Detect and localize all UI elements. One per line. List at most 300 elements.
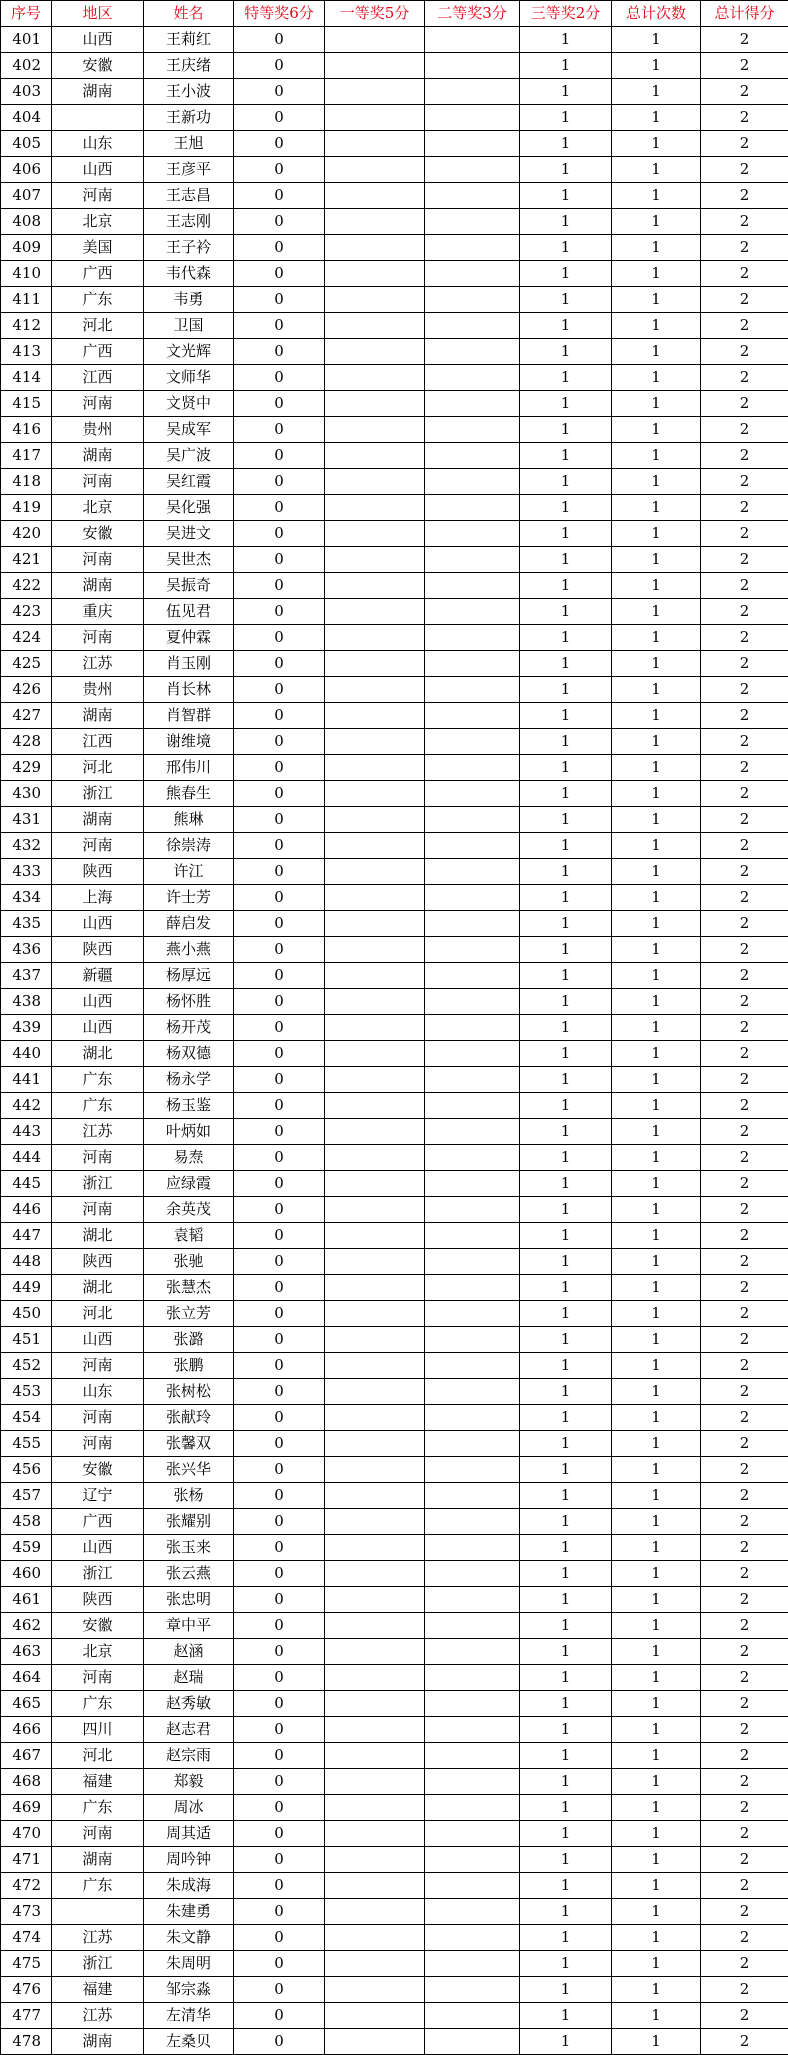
- index-cell: 425: [1, 651, 52, 677]
- third-prize-cell: 1: [520, 885, 612, 911]
- index-cell: 445: [1, 1171, 52, 1197]
- header-total-score: 总计得分: [701, 1, 788, 27]
- third-prize-cell: 1: [520, 235, 612, 261]
- region-cell: 北京: [52, 1639, 144, 1665]
- table-row: [1, 1041, 788, 1067]
- second-prize-cell: [425, 1145, 520, 1171]
- special-prize-cell: 0: [234, 417, 325, 443]
- table-row: [1, 677, 788, 703]
- region-cell: 陕西: [52, 1249, 144, 1275]
- table-row: [1, 235, 788, 261]
- total-count-cell: 1: [612, 1119, 701, 1145]
- first-prize-cell: [325, 1613, 425, 1639]
- name-cell: 杨开茂: [144, 1015, 234, 1041]
- name-cell: 袁韬: [144, 1223, 234, 1249]
- first-prize-cell: [325, 1145, 425, 1171]
- third-prize-cell: 1: [520, 677, 612, 703]
- region-cell: 山东: [52, 1379, 144, 1405]
- special-prize-cell: 0: [234, 989, 325, 1015]
- first-prize-cell: [325, 651, 425, 677]
- region-cell: 广东: [52, 1795, 144, 1821]
- region-cell: 湖南: [52, 2029, 144, 2055]
- total-count-cell: 1: [612, 1327, 701, 1353]
- total-count-cell: 1: [612, 183, 701, 209]
- first-prize-cell: [325, 2003, 425, 2029]
- second-prize-cell: [425, 1769, 520, 1795]
- third-prize-cell: 1: [520, 183, 612, 209]
- table-row: [1, 313, 788, 339]
- total-score-cell: 2: [701, 1587, 788, 1613]
- total-score-cell: 2: [701, 703, 788, 729]
- first-prize-cell: [325, 261, 425, 287]
- total-count-cell: 1: [612, 937, 701, 963]
- total-score-cell: 2: [701, 1405, 788, 1431]
- second-prize-cell: [425, 1119, 520, 1145]
- index-cell: 459: [1, 1535, 52, 1561]
- third-prize-cell: 1: [520, 1743, 612, 1769]
- special-prize-cell: 0: [234, 599, 325, 625]
- table-row: [1, 183, 788, 209]
- total-score-cell: 2: [701, 755, 788, 781]
- table-row: [1, 703, 788, 729]
- total-score-cell: 2: [701, 183, 788, 209]
- total-count-cell: 1: [612, 313, 701, 339]
- name-cell: 赵秀敏: [144, 1691, 234, 1717]
- total-score-cell: 2: [701, 1847, 788, 1873]
- first-prize-cell: [325, 937, 425, 963]
- third-prize-cell: 1: [520, 1587, 612, 1613]
- name-cell: 徐崇涛: [144, 833, 234, 859]
- second-prize-cell: [425, 417, 520, 443]
- total-count-cell: 1: [612, 1743, 701, 1769]
- name-cell: 吴化强: [144, 495, 234, 521]
- name-cell: 燕小燕: [144, 937, 234, 963]
- total-count-cell: 1: [612, 1925, 701, 1951]
- name-cell: 吴广波: [144, 443, 234, 469]
- name-cell: 郑毅: [144, 1769, 234, 1795]
- total-score-cell: 2: [701, 1353, 788, 1379]
- special-prize-cell: 0: [234, 1093, 325, 1119]
- total-score-cell: 2: [701, 1509, 788, 1535]
- first-prize-cell: [325, 1093, 425, 1119]
- third-prize-cell: 1: [520, 2003, 612, 2029]
- table-row: [1, 599, 788, 625]
- total-count-cell: 1: [612, 599, 701, 625]
- index-cell: 415: [1, 391, 52, 417]
- region-cell: 江苏: [52, 1925, 144, 1951]
- first-prize-cell: [325, 313, 425, 339]
- third-prize-cell: 1: [520, 1691, 612, 1717]
- index-cell: 460: [1, 1561, 52, 1587]
- first-prize-cell: [325, 1873, 425, 1899]
- name-cell: 张玉来: [144, 1535, 234, 1561]
- name-cell: 文师华: [144, 365, 234, 391]
- total-score-cell: 2: [701, 495, 788, 521]
- total-count-cell: 1: [612, 1821, 701, 1847]
- first-prize-cell: [325, 1639, 425, 1665]
- third-prize-cell: 1: [520, 1509, 612, 1535]
- second-prize-cell: [425, 1691, 520, 1717]
- table-row: [1, 391, 788, 417]
- total-count-cell: 1: [612, 235, 701, 261]
- name-cell: 肖长林: [144, 677, 234, 703]
- table-row: [1, 625, 788, 651]
- third-prize-cell: 1: [520, 313, 612, 339]
- total-score-cell: 2: [701, 807, 788, 833]
- table-row: [1, 417, 788, 443]
- special-prize-cell: 0: [234, 521, 325, 547]
- total-score-cell: 2: [701, 1951, 788, 1977]
- region-cell: 湖北: [52, 1041, 144, 1067]
- special-prize-cell: 0: [234, 1405, 325, 1431]
- first-prize-cell: [325, 755, 425, 781]
- second-prize-cell: [425, 833, 520, 859]
- special-prize-cell: 0: [234, 1613, 325, 1639]
- table-row: [1, 1431, 788, 1457]
- second-prize-cell: [425, 1899, 520, 1925]
- index-cell: 417: [1, 443, 52, 469]
- index-cell: 461: [1, 1587, 52, 1613]
- special-prize-cell: 0: [234, 157, 325, 183]
- third-prize-cell: 1: [520, 1353, 612, 1379]
- special-prize-cell: 0: [234, 1509, 325, 1535]
- index-cell: 439: [1, 1015, 52, 1041]
- total-count-cell: 1: [612, 79, 701, 105]
- name-cell: 赵涵: [144, 1639, 234, 1665]
- name-cell: 赵志君: [144, 1717, 234, 1743]
- third-prize-cell: 1: [520, 1067, 612, 1093]
- table-row: [1, 1145, 788, 1171]
- first-prize-cell: [325, 1353, 425, 1379]
- total-count-cell: 1: [612, 2029, 701, 2055]
- index-cell: 402: [1, 53, 52, 79]
- total-score-cell: 2: [701, 1665, 788, 1691]
- third-prize-cell: 1: [520, 495, 612, 521]
- second-prize-cell: [425, 1275, 520, 1301]
- first-prize-cell: [325, 1041, 425, 1067]
- table-row: [1, 1015, 788, 1041]
- index-cell: 453: [1, 1379, 52, 1405]
- table-row: [1, 1275, 788, 1301]
- first-prize-cell: [325, 833, 425, 859]
- special-prize-cell: 0: [234, 1691, 325, 1717]
- table-row: [1, 1483, 788, 1509]
- first-prize-cell: [325, 1743, 425, 1769]
- special-prize-cell: 0: [234, 937, 325, 963]
- total-count-cell: 1: [612, 703, 701, 729]
- total-count-cell: 1: [612, 547, 701, 573]
- total-count-cell: 1: [612, 209, 701, 235]
- table-row: [1, 1743, 788, 1769]
- first-prize-cell: [325, 1483, 425, 1509]
- first-prize-cell: [325, 1561, 425, 1587]
- total-count-cell: 1: [612, 1431, 701, 1457]
- total-count-cell: 1: [612, 807, 701, 833]
- second-prize-cell: [425, 625, 520, 651]
- special-prize-cell: 0: [234, 1171, 325, 1197]
- second-prize-cell: [425, 1249, 520, 1275]
- index-cell: 424: [1, 625, 52, 651]
- third-prize-cell: 1: [520, 261, 612, 287]
- name-cell: 张献玲: [144, 1405, 234, 1431]
- third-prize-cell: 1: [520, 1925, 612, 1951]
- total-score-cell: 2: [701, 287, 788, 313]
- index-cell: 406: [1, 157, 52, 183]
- total-score-cell: 2: [701, 2029, 788, 2055]
- index-cell: 466: [1, 1717, 52, 1743]
- third-prize-cell: 1: [520, 209, 612, 235]
- first-prize-cell: [325, 1769, 425, 1795]
- first-prize-cell: [325, 1509, 425, 1535]
- table-row: [1, 1665, 788, 1691]
- second-prize-cell: [425, 781, 520, 807]
- table-row: [1, 1587, 788, 1613]
- second-prize-cell: [425, 547, 520, 573]
- third-prize-cell: 1: [520, 53, 612, 79]
- name-cell: 张耀别: [144, 1509, 234, 1535]
- index-cell: 404: [1, 105, 52, 131]
- total-count-cell: 1: [612, 261, 701, 287]
- special-prize-cell: 0: [234, 391, 325, 417]
- total-score-cell: 2: [701, 625, 788, 651]
- region-cell: 浙江: [52, 781, 144, 807]
- total-count-cell: 1: [612, 1405, 701, 1431]
- name-cell: 肖玉刚: [144, 651, 234, 677]
- table-row: [1, 469, 788, 495]
- first-prize-cell: [325, 1405, 425, 1431]
- first-prize-cell: [325, 729, 425, 755]
- region-cell: 江苏: [52, 2003, 144, 2029]
- region-cell: 安徽: [52, 53, 144, 79]
- third-prize-cell: 1: [520, 1223, 612, 1249]
- index-cell: 451: [1, 1327, 52, 1353]
- second-prize-cell: [425, 1353, 520, 1379]
- name-cell: 邢伟川: [144, 755, 234, 781]
- third-prize-cell: 1: [520, 911, 612, 937]
- region-cell: 广西: [52, 261, 144, 287]
- special-prize-cell: 0: [234, 677, 325, 703]
- second-prize-cell: [425, 391, 520, 417]
- total-score-cell: 2: [701, 1821, 788, 1847]
- third-prize-cell: 1: [520, 1951, 612, 1977]
- total-score-cell: 2: [701, 1873, 788, 1899]
- region-cell: 安徽: [52, 1613, 144, 1639]
- first-prize-cell: [325, 1821, 425, 1847]
- region-cell: 山西: [52, 1015, 144, 1041]
- total-score-cell: 2: [701, 1899, 788, 1925]
- special-prize-cell: 0: [234, 833, 325, 859]
- index-cell: 469: [1, 1795, 52, 1821]
- total-count-cell: 1: [612, 53, 701, 79]
- third-prize-cell: 1: [520, 1145, 612, 1171]
- third-prize-cell: 1: [520, 1613, 612, 1639]
- region-cell: 广东: [52, 287, 144, 313]
- first-prize-cell: [325, 53, 425, 79]
- total-count-cell: 1: [612, 339, 701, 365]
- region-cell: 山东: [52, 131, 144, 157]
- first-prize-cell: [325, 1691, 425, 1717]
- name-cell: 张潞: [144, 1327, 234, 1353]
- first-prize-cell: [325, 963, 425, 989]
- first-prize-cell: [325, 1171, 425, 1197]
- table-row: [1, 1717, 788, 1743]
- region-cell: 广东: [52, 1691, 144, 1717]
- third-prize-cell: 1: [520, 1665, 612, 1691]
- first-prize-cell: [325, 79, 425, 105]
- special-prize-cell: 0: [234, 1431, 325, 1457]
- third-prize-cell: 1: [520, 1041, 612, 1067]
- region-cell: 湖南: [52, 443, 144, 469]
- special-prize-cell: 0: [234, 1977, 325, 2003]
- table-row: [1, 1067, 788, 1093]
- third-prize-cell: 1: [520, 547, 612, 573]
- region-cell: 安徽: [52, 1457, 144, 1483]
- name-cell: 谢维境: [144, 729, 234, 755]
- index-cell: 441: [1, 1067, 52, 1093]
- index-cell: 423: [1, 599, 52, 625]
- total-count-cell: 1: [612, 677, 701, 703]
- total-count-cell: 1: [612, 1223, 701, 1249]
- region-cell: 湖南: [52, 573, 144, 599]
- total-score-cell: 2: [701, 1743, 788, 1769]
- region-cell: 湖南: [52, 1847, 144, 1873]
- total-score-cell: 2: [701, 1067, 788, 1093]
- total-count-cell: 1: [612, 1639, 701, 1665]
- index-cell: 434: [1, 885, 52, 911]
- third-prize-cell: 1: [520, 365, 612, 391]
- index-cell: 462: [1, 1613, 52, 1639]
- second-prize-cell: [425, 495, 520, 521]
- total-score-cell: 2: [701, 53, 788, 79]
- second-prize-cell: [425, 1639, 520, 1665]
- table-row: [1, 1405, 788, 1431]
- special-prize-cell: 0: [234, 105, 325, 131]
- special-prize-cell: 0: [234, 53, 325, 79]
- total-score-cell: 2: [701, 1197, 788, 1223]
- name-cell: 周吟钟: [144, 1847, 234, 1873]
- total-score-cell: 2: [701, 963, 788, 989]
- total-count-cell: 1: [612, 1275, 701, 1301]
- total-score-cell: 2: [701, 157, 788, 183]
- table-row: [1, 105, 788, 131]
- total-count-cell: 1: [612, 1145, 701, 1171]
- third-prize-cell: 1: [520, 339, 612, 365]
- region-cell: 上海: [52, 885, 144, 911]
- total-score-cell: 2: [701, 1561, 788, 1587]
- total-count-cell: 1: [612, 625, 701, 651]
- special-prize-cell: 0: [234, 1717, 325, 1743]
- region-cell: 河南: [52, 1353, 144, 1379]
- first-prize-cell: [325, 417, 425, 443]
- table-row: [1, 1821, 788, 1847]
- total-score-cell: 2: [701, 1327, 788, 1353]
- third-prize-cell: 1: [520, 157, 612, 183]
- special-prize-cell: 0: [234, 1873, 325, 1899]
- second-prize-cell: [425, 703, 520, 729]
- name-cell: 王子衿: [144, 235, 234, 261]
- third-prize-cell: 1: [520, 1769, 612, 1795]
- name-cell: 王彦平: [144, 157, 234, 183]
- index-cell: 414: [1, 365, 52, 391]
- total-count-cell: 1: [612, 1379, 701, 1405]
- total-count-cell: 1: [612, 1249, 701, 1275]
- second-prize-cell: [425, 1301, 520, 1327]
- special-prize-cell: 0: [234, 235, 325, 261]
- third-prize-cell: 1: [520, 1327, 612, 1353]
- special-prize-cell: 0: [234, 1457, 325, 1483]
- index-cell: 411: [1, 287, 52, 313]
- special-prize-cell: 0: [234, 287, 325, 313]
- index-cell: 401: [1, 27, 52, 53]
- second-prize-cell: [425, 1821, 520, 1847]
- second-prize-cell: [425, 1509, 520, 1535]
- table-row: [1, 781, 788, 807]
- total-score-cell: 2: [701, 599, 788, 625]
- total-score-cell: 2: [701, 131, 788, 157]
- first-prize-cell: [325, 625, 425, 651]
- first-prize-cell: [325, 911, 425, 937]
- third-prize-cell: 1: [520, 833, 612, 859]
- name-cell: 张树松: [144, 1379, 234, 1405]
- special-prize-cell: 0: [234, 365, 325, 391]
- second-prize-cell: [425, 911, 520, 937]
- table-row: [1, 1977, 788, 2003]
- second-prize-cell: [425, 573, 520, 599]
- third-prize-cell: 1: [520, 1379, 612, 1405]
- second-prize-cell: [425, 599, 520, 625]
- third-prize-cell: 1: [520, 1561, 612, 1587]
- name-cell: 吴红霞: [144, 469, 234, 495]
- special-prize-cell: 0: [234, 313, 325, 339]
- table-row: [1, 495, 788, 521]
- first-prize-cell: [325, 1587, 425, 1613]
- table-row: [1, 1769, 788, 1795]
- special-prize-cell: 0: [234, 1119, 325, 1145]
- second-prize-cell: [425, 105, 520, 131]
- first-prize-cell: [325, 105, 425, 131]
- first-prize-cell: [325, 989, 425, 1015]
- region-cell: 安徽: [52, 521, 144, 547]
- total-score-cell: 2: [701, 1301, 788, 1327]
- table-row: [1, 2003, 788, 2029]
- region-cell: 湖南: [52, 703, 144, 729]
- index-cell: 468: [1, 1769, 52, 1795]
- second-prize-cell: [425, 755, 520, 781]
- name-cell: 吴振奇: [144, 573, 234, 599]
- third-prize-cell: 1: [520, 105, 612, 131]
- second-prize-cell: [425, 1041, 520, 1067]
- region-cell: 浙江: [52, 1561, 144, 1587]
- region-cell: 北京: [52, 209, 144, 235]
- special-prize-cell: 0: [234, 209, 325, 235]
- second-prize-cell: [425, 885, 520, 911]
- total-count-cell: 1: [612, 287, 701, 313]
- header-row: [1, 1, 788, 27]
- name-cell: 王莉红: [144, 27, 234, 53]
- special-prize-cell: 0: [234, 1249, 325, 1275]
- special-prize-cell: 0: [234, 1275, 325, 1301]
- second-prize-cell: [425, 1925, 520, 1951]
- special-prize-cell: 0: [234, 1535, 325, 1561]
- first-prize-cell: [325, 1327, 425, 1353]
- region-cell: 河北: [52, 313, 144, 339]
- total-count-cell: 1: [612, 1795, 701, 1821]
- first-prize-cell: [325, 1015, 425, 1041]
- name-cell: 张忠明: [144, 1587, 234, 1613]
- total-count-cell: 1: [612, 1951, 701, 1977]
- table-row: [1, 1535, 788, 1561]
- table-row: [1, 365, 788, 391]
